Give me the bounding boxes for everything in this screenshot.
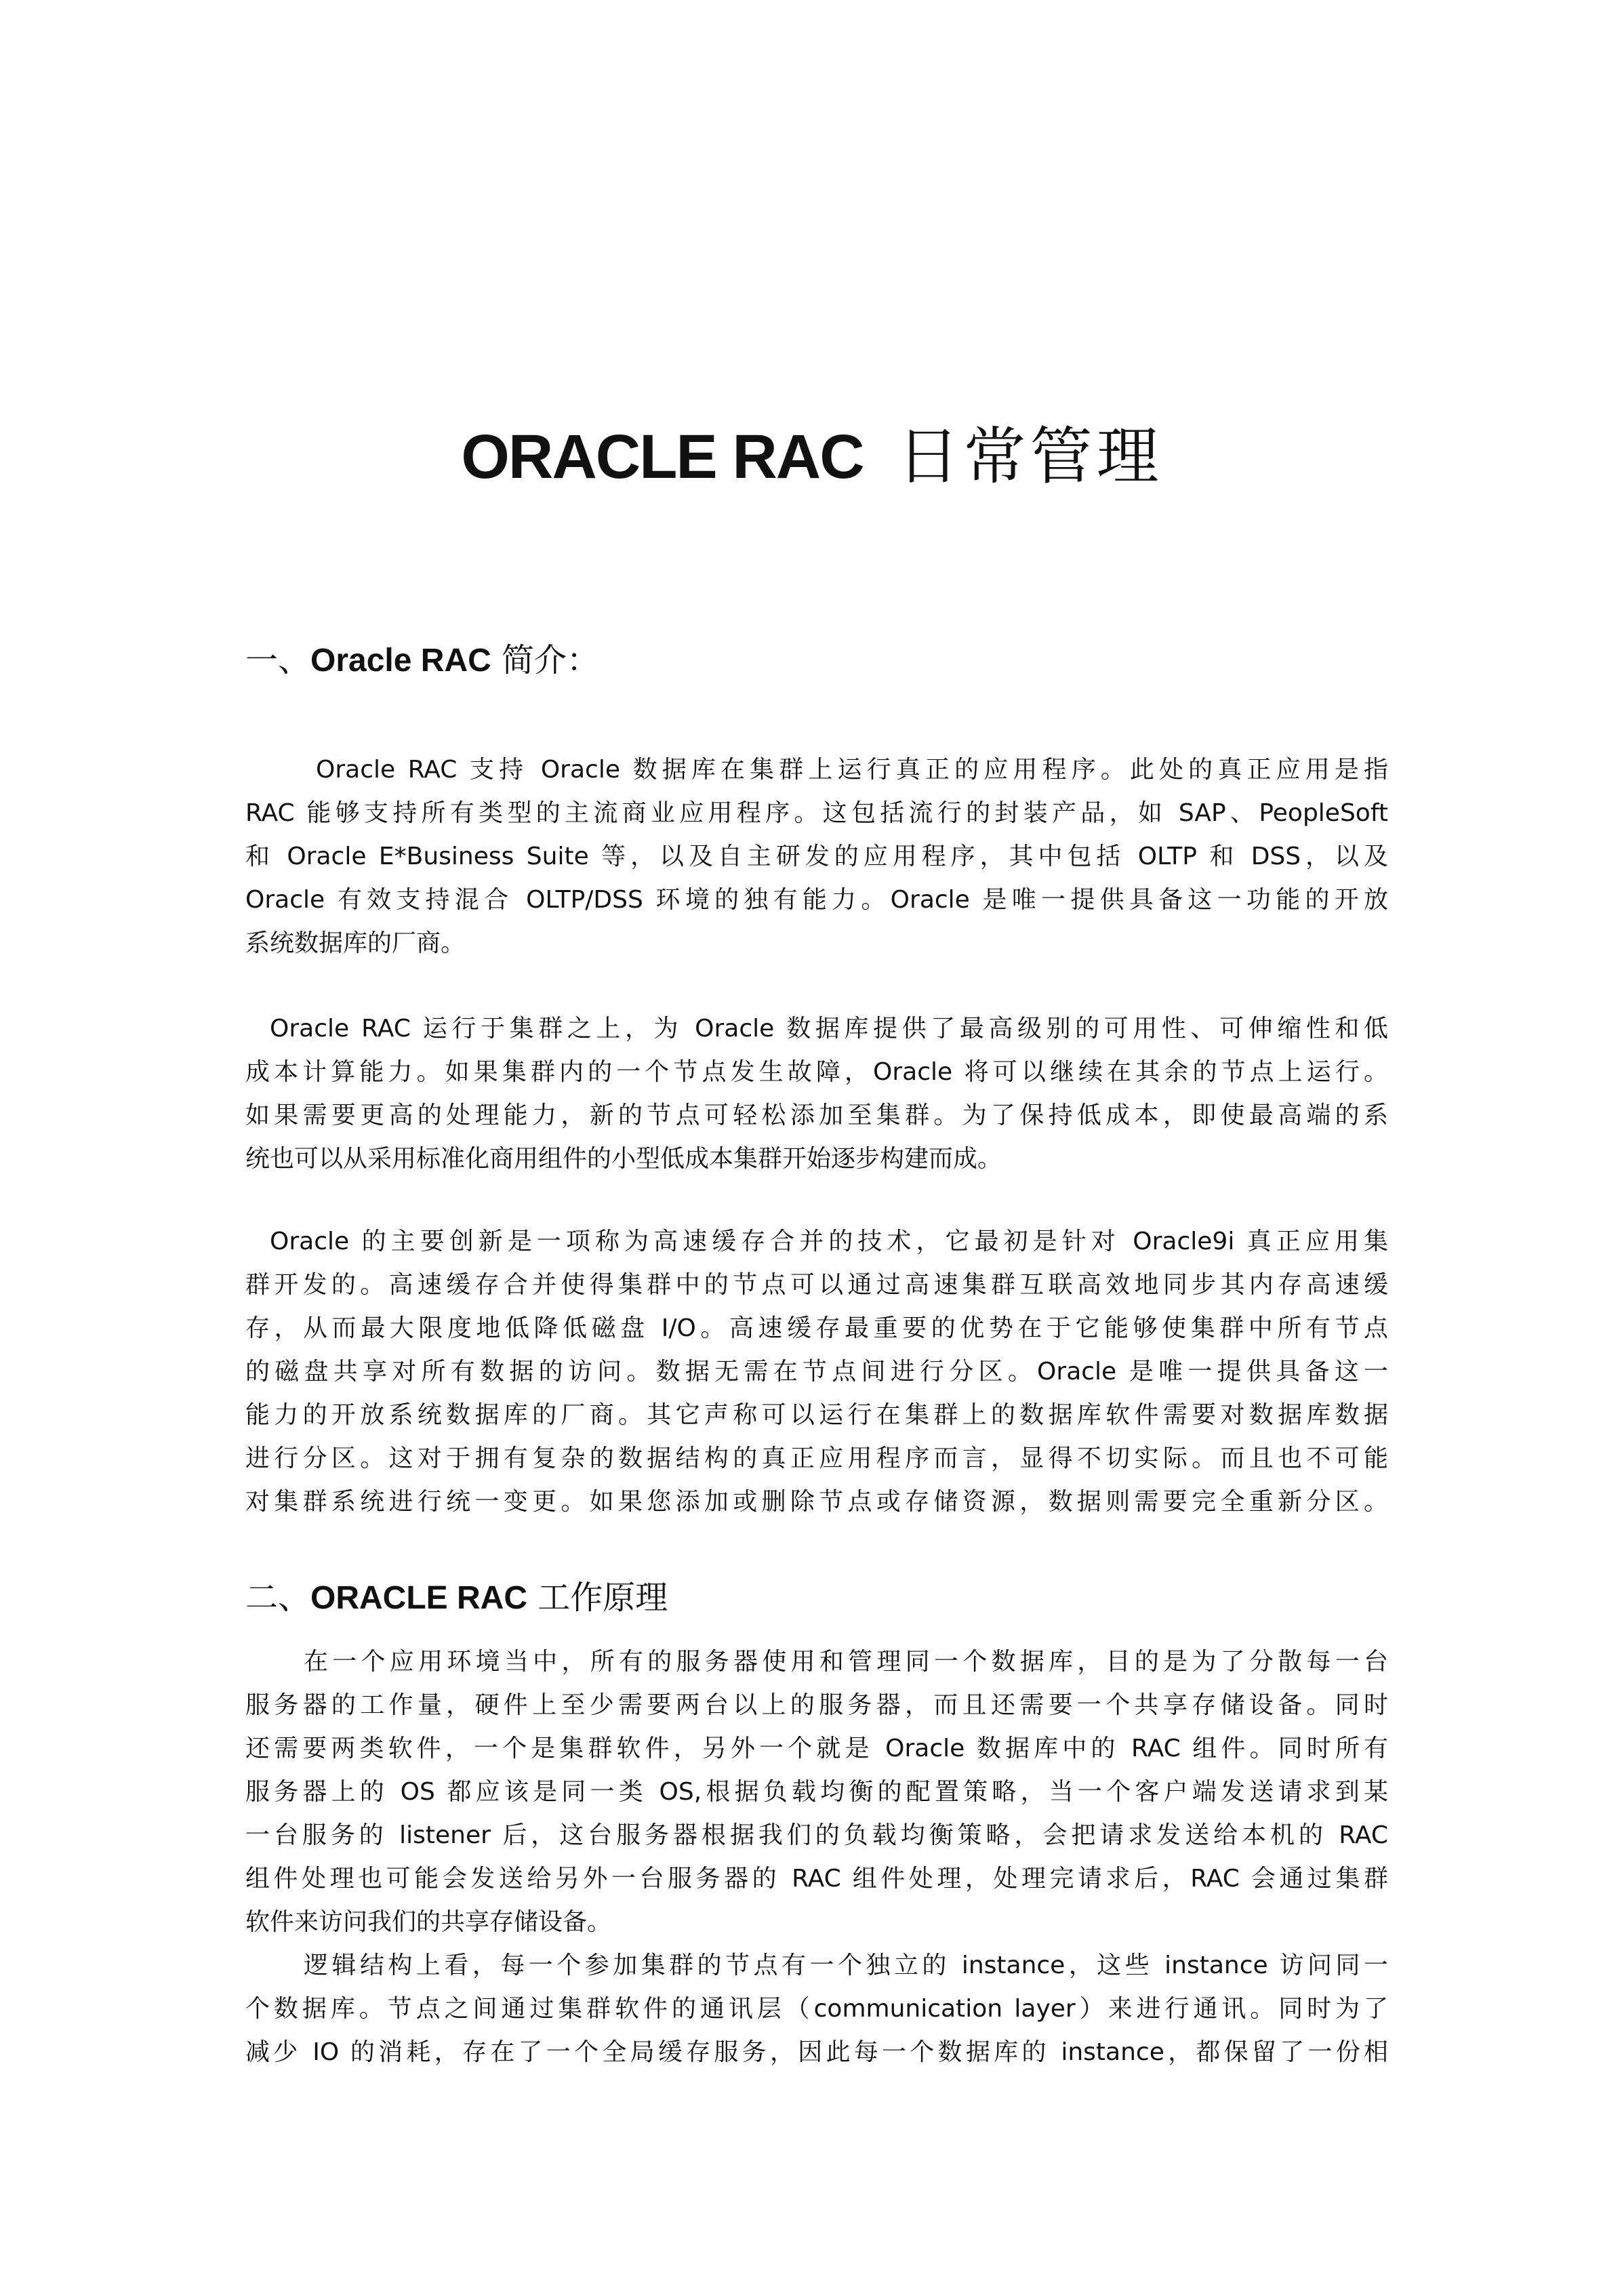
text-line: 统也可以从采用标准化商用组件的小型低成本集群开始逐步构建而成。 — [245, 1145, 1002, 1173]
text-line: 组件处理也可能会发送给另外一台服务器的 RAC 组件处理，处理完请求后，RAC 会通过集群 — [245, 1865, 1388, 1893]
text-line: 逻辑结构上看，每一个参加集群的节点有一个独立的 instance，这些 instance 访问同一 — [304, 1952, 1388, 1979]
section-2-heading-suffix: 工作原理 — [527, 1579, 668, 1617]
text-line: 的磁盘共享对所有数据的访问。数据无需在节点间进行分区。Oracle 是唯一提供具备这一 — [245, 1358, 1388, 1386]
text-line: 成本计算能力。如果集群内的一个节点发生故障，Oracle 将可以继续在其余的节点上运行。 — [245, 1058, 1388, 1086]
text-line: Oracle 有效支持混合 OLTP/DSS 环境的独有能力。Oracle 是唯一提供具备这一功能的开放 — [245, 886, 1388, 914]
text-line: Oracle RAC 支持 Oracle 数据库在集群上运行真正的应用程序。此处的真正应用是指 — [316, 756, 1388, 784]
text-line: 能力的开放系统数据库的厂商。其它声称可以运行在集群上的数据库软件需要对数据库数据 — [245, 1401, 1388, 1429]
section-1-paragraph-2 — [245, 1007, 1388, 1181]
section-1-paragraph-1 — [245, 748, 1388, 965]
text-line: 存，从而最大限度地低降低磁盘 I/O。高速缓存最重要的优势在于它能够使集群中所有节点 — [245, 1314, 1388, 1342]
title-latin: ORACLE RAC — [461, 422, 864, 491]
document-title — [0, 407, 1624, 496]
text-line: 和 Oracle E*Business Suite 等，以及自主研发的应用程序，其中包括 OLTP 和 DSS，以及 — [245, 843, 1388, 870]
section-1-number: 一、 — [245, 641, 311, 679]
text-line: 个数据库。节点之间通过集群软件的通讯层（communication layer）来进行通讯。同时为了 — [245, 1995, 1388, 2023]
section-1-heading — [245, 634, 599, 681]
text-line: 服务器上的 OS 都应该是同一类 OS,根据负载均衡的配置策略，当一个客户端发送请求到某 — [245, 1778, 1388, 1806]
text-line: 系统数据库的厂商。 — [245, 929, 466, 957]
text-line: 在一个应用环境当中，所有的服务器使用和管理同一个数据库，目的是为了分散每一台 — [304, 1648, 1388, 1676]
text-line: 一台服务的 listener 后，这台服务器根据我们的负载均衡策略，会把请求发送给本机的 RAC — [245, 1821, 1388, 1849]
title-cjk: 日常管理 — [897, 420, 1163, 493]
section-2-paragraph-2 — [245, 1944, 1388, 2074]
text-line: 软件来访问我们的共享存储设备。 — [245, 1908, 612, 1936]
text-line: RAC 能够支持所有类型的主流商业应用程序。这包括流行的封装产品，如 SAP、PeopleSoft — [245, 799, 1388, 827]
section-1-heading-bold: Oracle RAC — [310, 643, 491, 679]
text-line: 服务器的工作量，硬件上至少需要两台以上的服务器，而且还需要一个共享存储设备。同时 — [245, 1691, 1388, 1719]
text-line: Oracle RAC 运行于集群之上，为 Oracle 数据库提供了最高级别的可用性、可伸缩性和低 — [270, 1015, 1388, 1043]
text-line: Oracle 的主要创新是一项称为高速缓存合并的技术，它最初是针对 Oracle9i 真正应用集 — [270, 1228, 1388, 1255]
text-line: 进行分区。这对于拥有复杂的数据结构的真正应用程序而言，显得不切实际。而且也不可能 — [245, 1444, 1388, 1472]
section-2-paragraph-1 — [245, 1640, 1388, 1944]
text-line: 对集群系统进行统一变更。如果您添加或删除节点或存储资源，数据则需要完全重新分区。 — [245, 1488, 1388, 1516]
text-line: 还需要两类软件，一个是集群软件，另外一个就是 Oracle 数据库中的 RAC 组件。同时所有 — [245, 1735, 1388, 1762]
section-1-heading-suffix: 简介： — [491, 641, 600, 679]
section-2-heading-bold: ORACLE RAC — [310, 1580, 528, 1616]
text-line: 如果需要更高的处理能力，新的节点可轻松添加至集群。为了保持低成本，即使最高端的系 — [245, 1102, 1388, 1129]
section-2-number: 二、 — [245, 1579, 311, 1617]
section-1-paragraph-3 — [245, 1220, 1388, 1524]
text-line: 减少 IO 的消耗，存在了一个全局缓存服务，因此每一个数据库的 instance，都保留了一份相 — [245, 2038, 1388, 2066]
section-2-heading — [245, 1571, 668, 1618]
text-line: 群开发的。高速缓存合并使得集群中的节点可以通过高速集群互联高效地同步其内存高速缓 — [245, 1271, 1388, 1299]
